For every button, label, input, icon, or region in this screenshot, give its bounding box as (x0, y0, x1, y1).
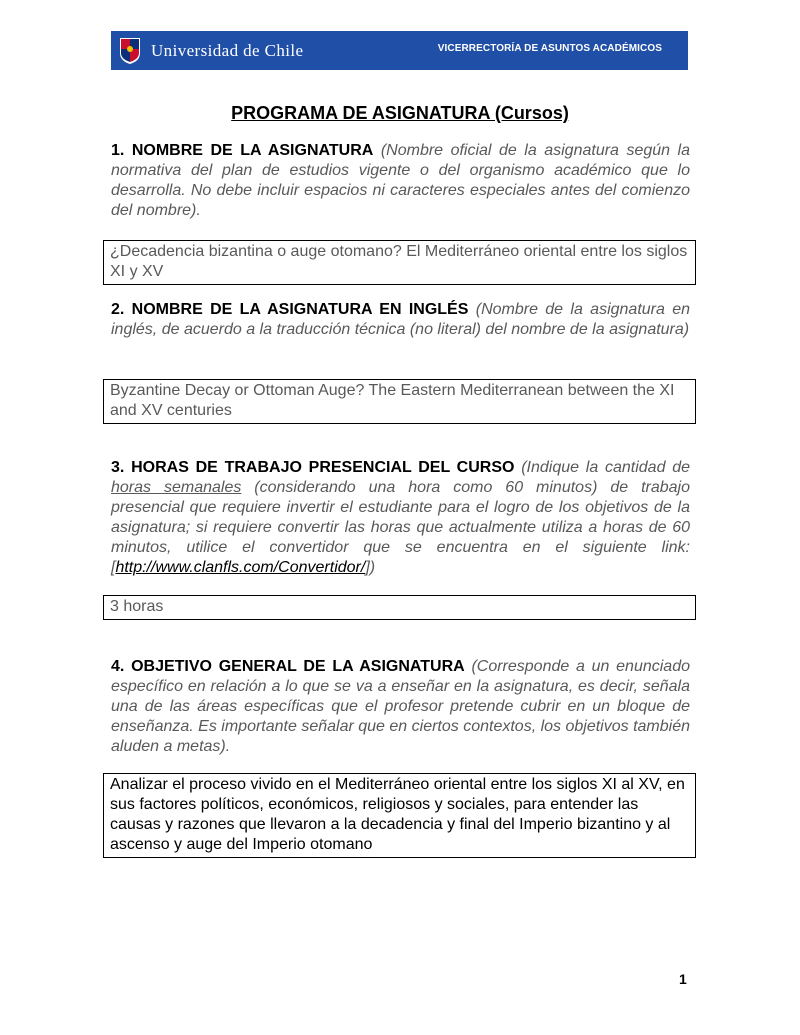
university-seal-icon (119, 37, 141, 65)
section-1-hint: (Nombre oficial de la asignatura según la normativa del plan de estudios vigente o del organismo académico que lo desarrolla. No debe incluir espacios ni caracteres especiales antes del comienzo del nombre). (111, 142, 691, 219)
section-3-heading: 3. HORAS DE TRABAJO PRESENCIAL DEL CURSO (111, 459, 515, 476)
section-1-heading: 1. NOMBRE DE LA ASIGNATURA (111, 142, 374, 159)
section-4-heading-block (111, 657, 690, 757)
page-number: 1 (679, 971, 687, 987)
document-title: PROGRAMA DE ASIGNATURA (Cursos) (231, 103, 569, 123)
section-4-hint: (Corresponde a un enunciado específico en relación a lo que se va a enseñar en la asignatura, es decir, señala una de las áreas específicas que el profesor pretende cubrir en un bloque de enseñanza. Es importante señalar que en ciertos contextos, los objetivos también aluden a metas). (111, 658, 691, 755)
section-4-heading: 4. OBJETIVO GENERAL DE LA ASIGNATURA (111, 658, 465, 675)
section-2-answer: Byzantine Decay or Ottoman Auge? The Eastern Mediterranean between the XI and XV centuries (103, 379, 696, 424)
section-3-answer: 3 horas (103, 595, 696, 620)
vicerrectoria-label: VICERRECTORÍA DE ASUNTOS ACADÉMICOS (437, 43, 662, 54)
section-2-heading: 2. NOMBRE DE LA ASIGNATURA EN INGLÉS (111, 301, 469, 318)
section-3-hint (111, 459, 690, 576)
header-banner (111, 31, 688, 70)
section-3-heading-block (111, 458, 690, 578)
section-3-hint-pre: (Indique la cantidad de (521, 459, 691, 476)
university-name: Universidad de Chile (151, 40, 304, 60)
section-4-answer: Analizar el proceso vivido en el Mediterráneo oriental entre los siglos XI al XV, en sus factores políticos, económicos, religiosos y sociales, para entender las causas y razones que llevaron a la decadencia y final del Imperio bizantino y al ascenso y auge del Imperio otomano (103, 773, 696, 858)
converter-link[interactable]: http://www.clanfls.com/Convertidor/ (115, 559, 366, 576)
section-3-hint-mid: (considerando una hora como 60 minutos) de trabajo presencial que requiere invertir el estudiante para el logro de los objetivos de la asignatura; si requiere convertir las horas que actualmente utiliza a horas de 60 minutos, utilice el convertidor que se encuentra en el siguiente link: [ (111, 479, 690, 576)
section-3-hint-underlined: horas semanales (111, 479, 242, 496)
section-1-heading-block (111, 141, 690, 221)
section-1-answer: ¿Decadencia bizantina o auge otomano? El Mediterráneo oriental entre los siglos XI y XV (103, 240, 696, 285)
section-3-hint-post: ]) (365, 559, 376, 576)
section-2-heading-block (111, 300, 690, 340)
section-2-hint: (Nombre de la asignatura en inglés, de acuerdo a la traducción técnica (no literal) del nombre de la asignatura) (111, 301, 691, 338)
